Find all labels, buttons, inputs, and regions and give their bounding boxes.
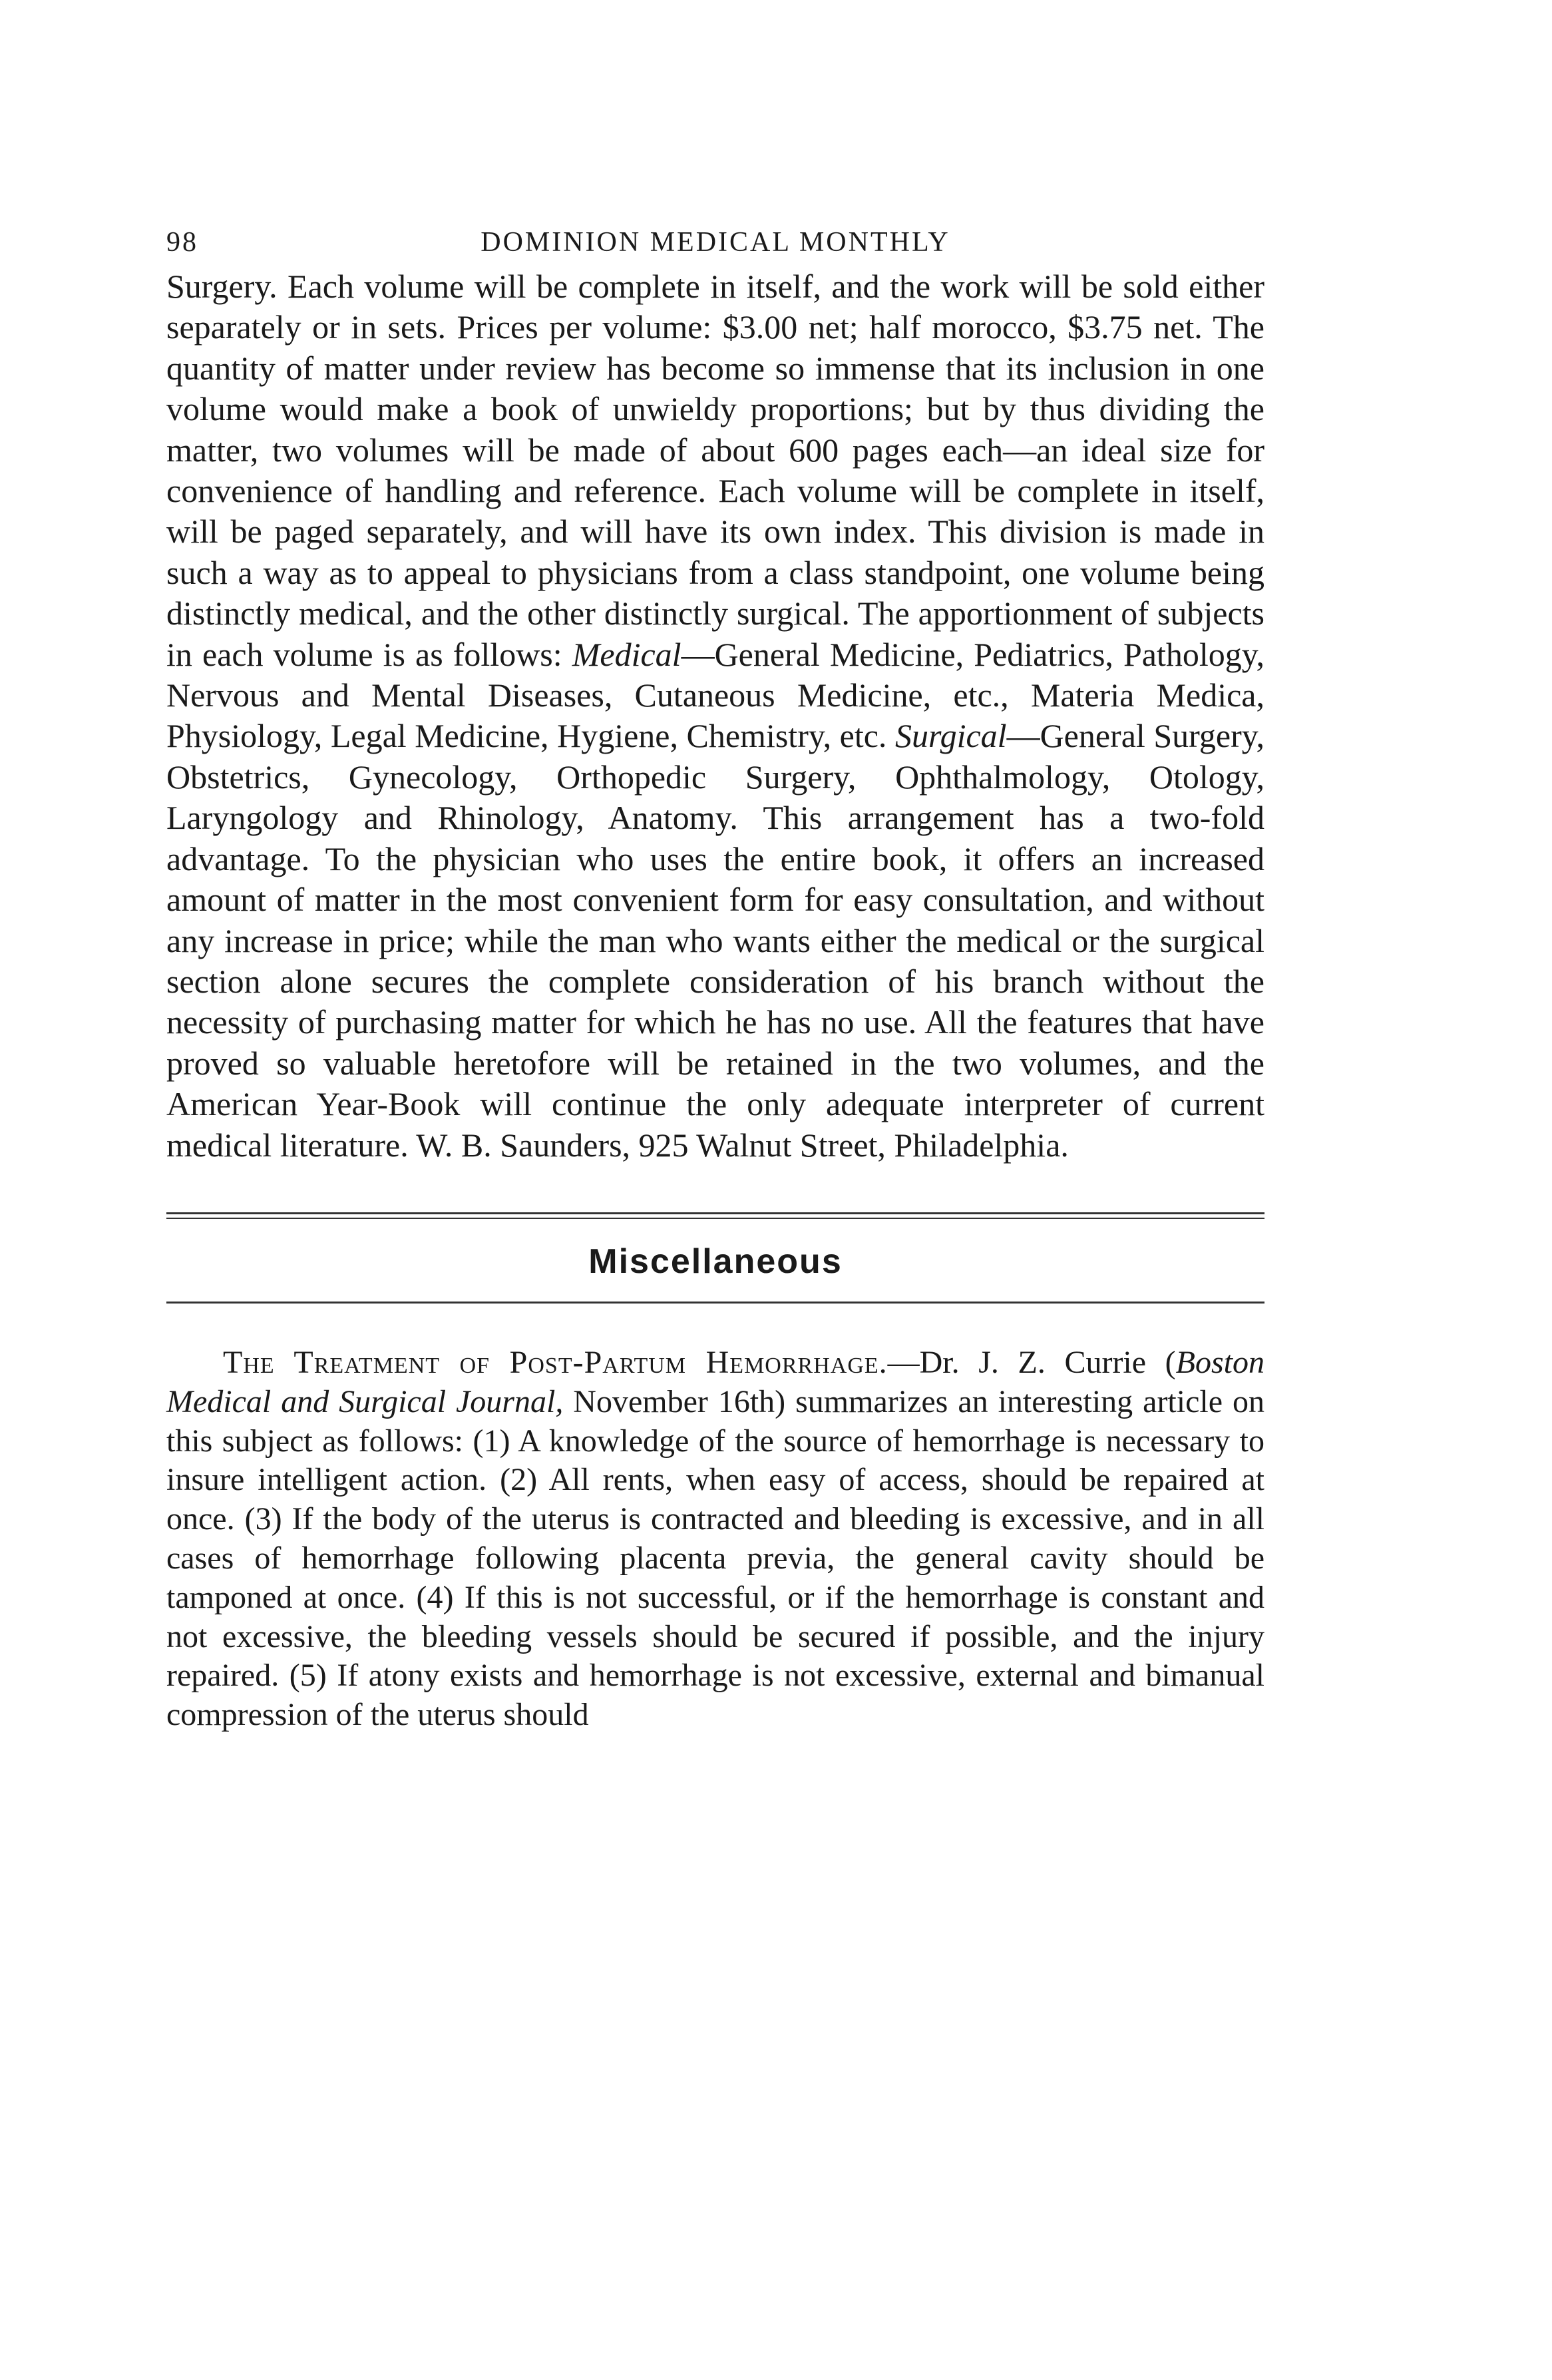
section-divider-bottom: [166, 1302, 1264, 1304]
article-text: November 16th) summarizes an interesting article on this subject as follows: (1) A knowledge of the source of hemorrhage is necessary to insure intelligent action. (2) All rents, when easy of access, should be repaired at once. (3) If the body of the uterus is contracted and bleeding is excessive, and in all cases of hemorrhage following placenta previa, the general cavity should be tamponed at once. (4) If this is not successful, or if the hemorrhage is constant and not excessive, the bleeding vessels should be secured if possible, and the injury repaired. (5) If atony exists and hemorrhage is not excessive, external and bimanual compression of the uterus should: [166, 1383, 1264, 1733]
article-paragraph: [166, 1343, 1264, 1735]
section-title: Miscellaneous: [588, 1242, 843, 1281]
review-text-1: Surgery. Each volume will be complete in itself, and the work will be sold either separately or in sets. Prices per volume: $3.00 net; half morocco, $3.75 net. The quantity of matter under review has become so immense that its inclusion in one volume would make a book of unwieldy proportions; but by thus dividing the matter, two volumes will be made of about 600 pages each—an ideal size for convenience of handling and reference. Each volume will be complete in itself, will be paged separately, and will have its own index. This division is made in such a way as to appeal to physicians from a class standpoint, one volume being distinctly medical, and the other distinctly surgical. The apportionment of subjects in each volume is as follows:: [166, 268, 1264, 673]
review-paragraph: [166, 266, 1264, 1166]
page-number: 98: [166, 227, 198, 258]
journal-title: DOMINION MEDICAL MONTHLY: [481, 227, 950, 258]
medical-label: Medical: [572, 635, 681, 673]
section-divider-top: [166, 1212, 1264, 1219]
surgical-label: Surgical: [894, 717, 1007, 755]
review-text-2: —General Medicine, Pediatrics, Pathology, Nervous and Mental Diseases, Cutaneous Medicine, etc., Materia Medica, Physiology, Legal Medicine, Hygiene, Chemistry, etc.: [166, 635, 1265, 755]
running-head: [166, 226, 1264, 266]
article-source: Boston Medical and Surgical Journal,: [166, 1344, 1264, 1419]
review-text-3: —General Surgery, Obstetrics, Gynecology, Orthopedic Surgery, Ophthalmology, Otology, Laryngology and Rhinology, Anatomy. This arrangement has a two-fold advantage. To the physician who uses the entire book, it offers an increased amount of matter in the most convenient form for easy consultation, and without any increase in price; while the man who wants either the medical or the surgical section alone secures the complete consideration of his branch without the necessity of purchasing matter for which he has no use. All the features that have proved so valuable heretofore will be retained in the two volumes, and the American Year-Book will continue the only adequate interpreter of current medical literature. W. B. Saunders, 925 Walnut Street, Philadelphia.: [166, 717, 1264, 1164]
page: [166, 226, 1264, 1735]
article-heading: The Treatment of Post-Partum Hemorrhage.: [223, 1344, 888, 1380]
article-author: —Dr. J. Z. Currie (: [887, 1344, 1176, 1380]
